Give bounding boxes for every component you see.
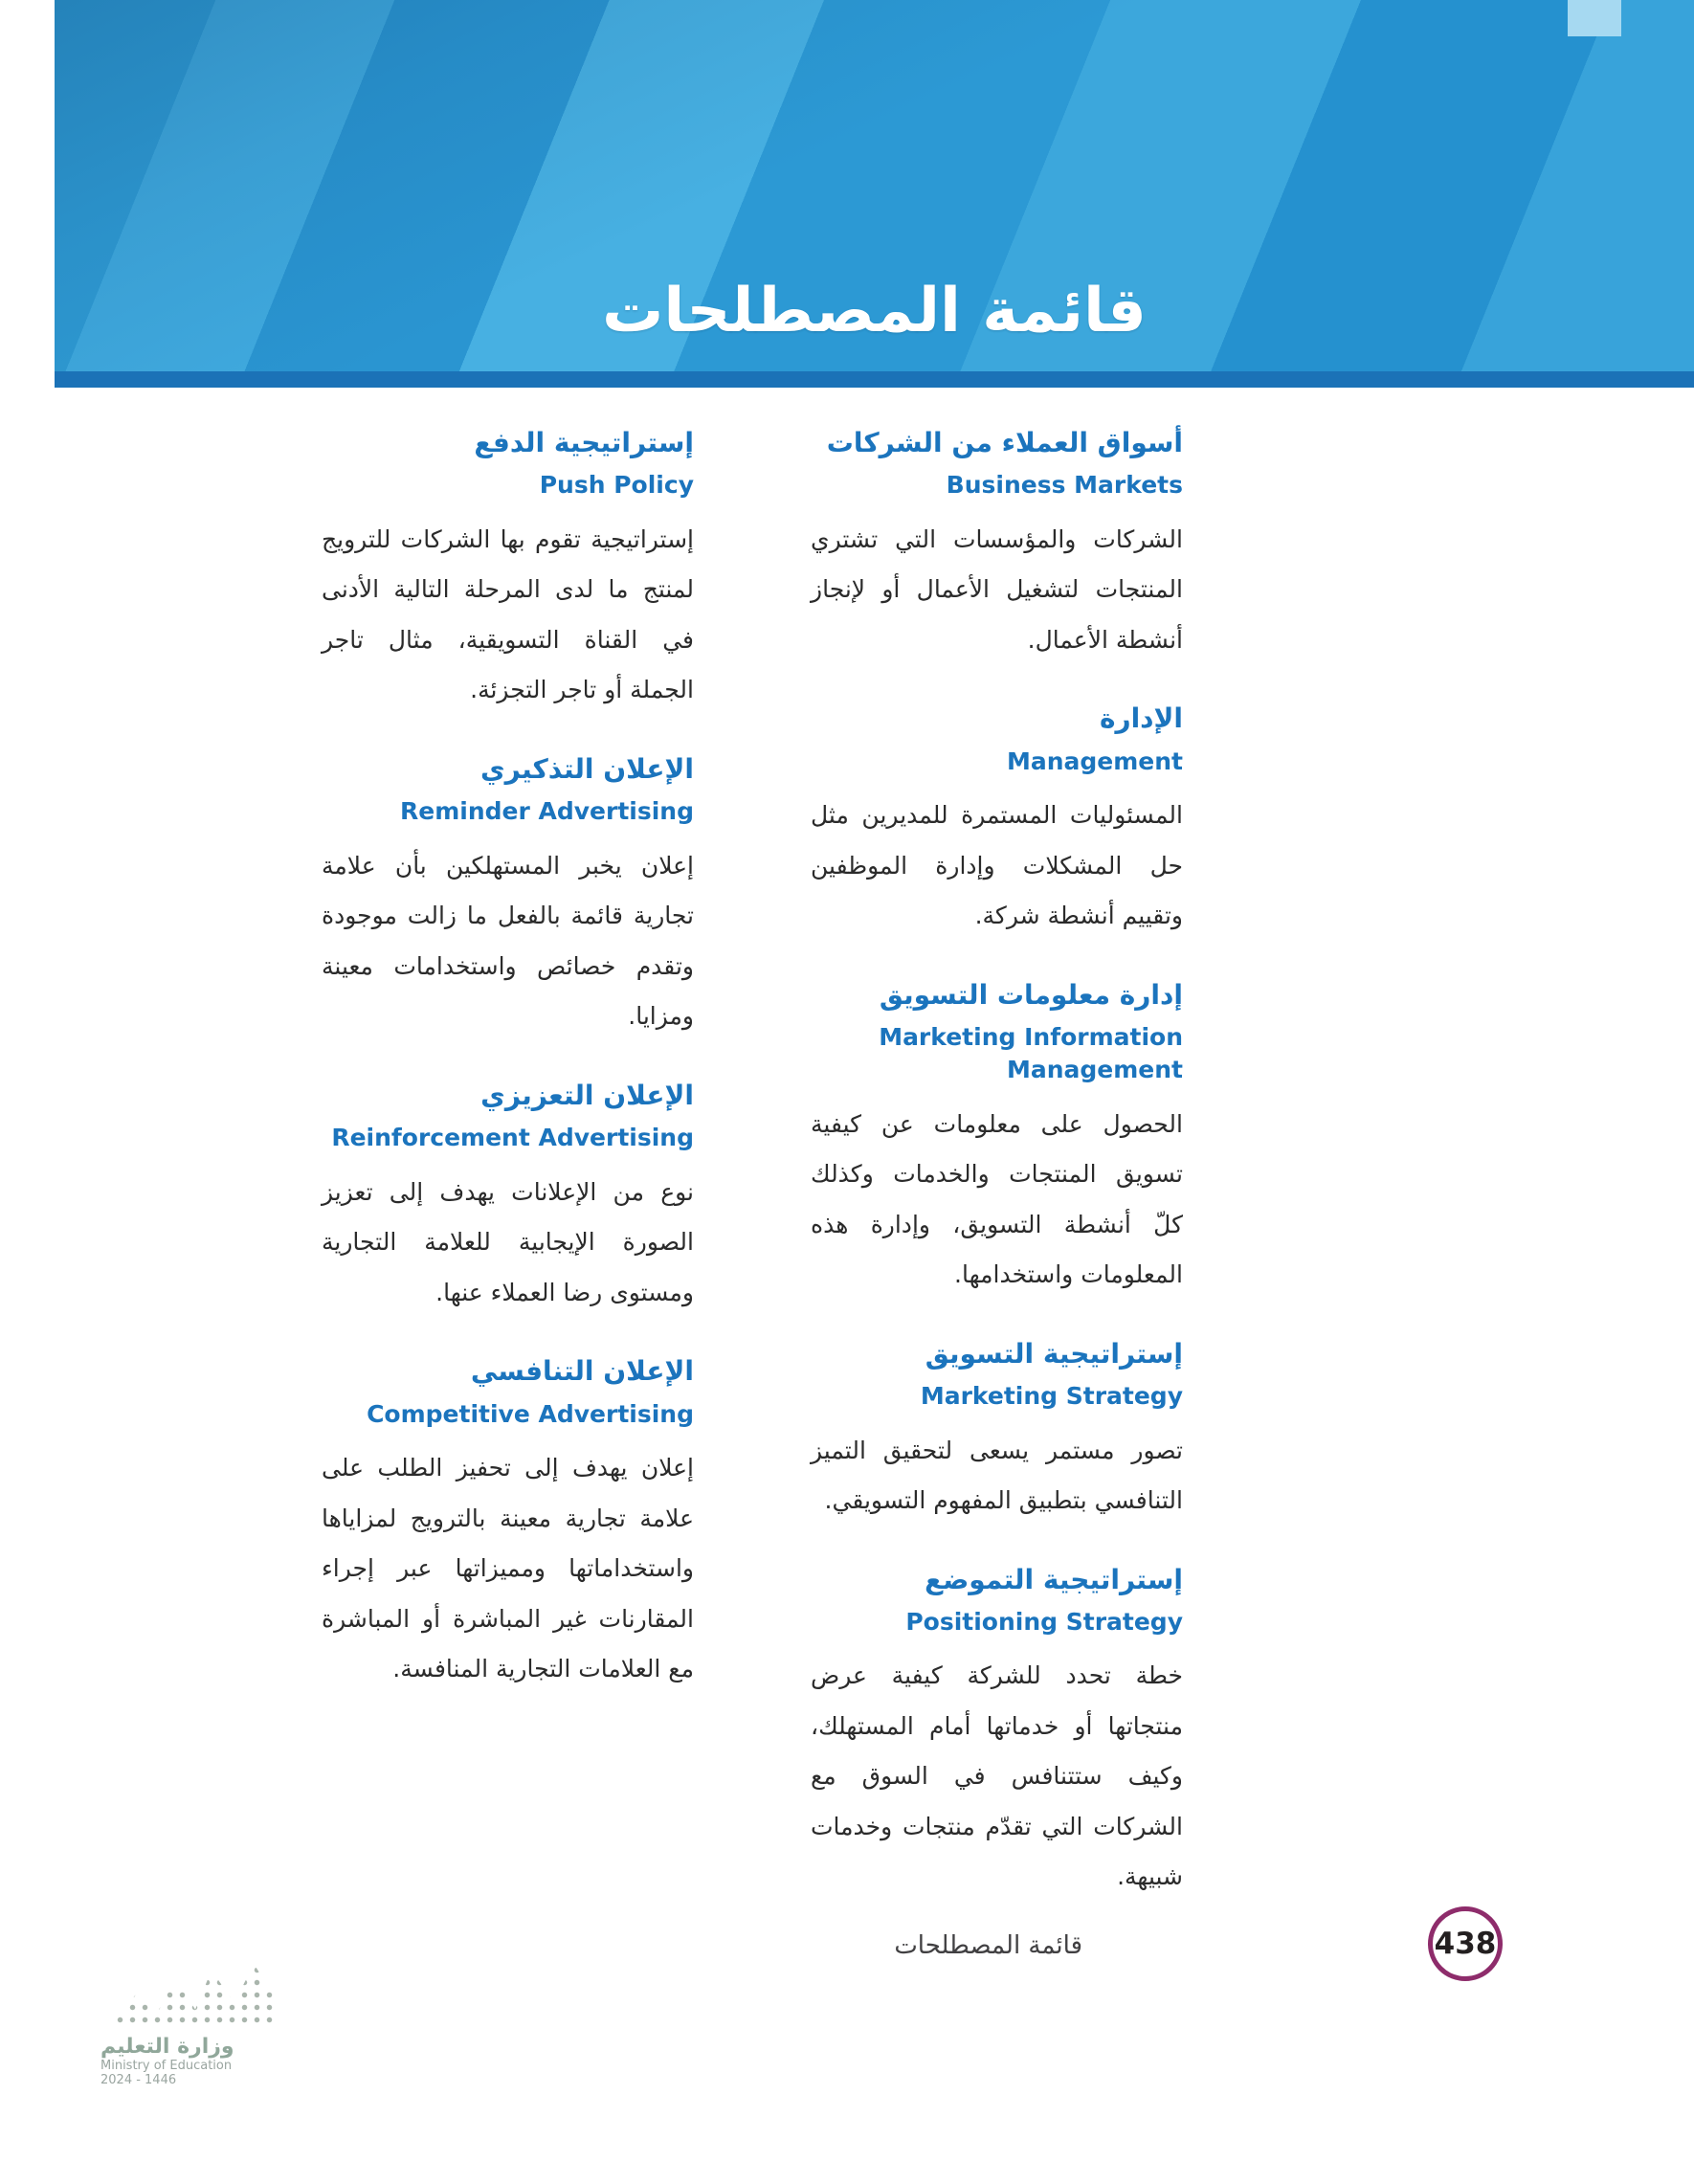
glossary-column-left (322, 424, 694, 1937)
glossary-entry (811, 1335, 1183, 1527)
term-definition: إستراتيجية تقوم بها الشركات للترويج لمنتج ما لدى المرحلة التالية الأدنى في القناة التسويقية، مثال تاجر الجملة أو تاجر التجزئة. (322, 524, 694, 704)
ministry-logo-dots-icon (114, 1964, 277, 2029)
term-arabic: إستراتيجية التموضع (925, 1563, 1183, 1595)
term-english: Marketing Information Management (879, 1023, 1183, 1083)
term-arabic: إستراتيجية الدفع (474, 427, 694, 458)
glossary-entry (811, 976, 1183, 1301)
term-english: Competitive Advertising (367, 1399, 694, 1428)
term-arabic: إدارة معلومات التسويق (879, 978, 1183, 1011)
term-arabic: الإدارة (1099, 702, 1183, 735)
term-english: Management (1006, 747, 1183, 775)
banner-corner-decoration (1568, 0, 1621, 36)
term-arabic: إستراتيجية التسويق (925, 1337, 1183, 1370)
ministry-logo-english: Ministry of Education (100, 2059, 233, 2073)
term-english: Marketing Strategy (920, 1381, 1183, 1410)
term-definition: إعلان يهدف إلى تحفيز الطلب على علامة تجارية معينة بالترويج لمزاياها واستخداماتها ومميزاتها عبر إجراء المقارنات غير المباشرة أو المباشرة مع العلامات التجارية المنافسة. (322, 1454, 694, 1683)
term-english: Push Policy (539, 471, 694, 500)
page-number-value: 438 (1434, 1927, 1497, 1961)
term-definition: الحصول على معلومات عن كيفية تسويق المنتجات والخدمات وكذلك كلّ أنشطة التسويق، وإدارة هذه المعلومات واستخدامها. (811, 1109, 1183, 1289)
glossary-entry (322, 750, 694, 1042)
term-definition: الشركات والمؤسسات التي تشتري المنتجات لتشغيل الأعمال أو لإنجاز أنشطة الأعمال. (811, 524, 1183, 654)
glossary-column-right (811, 424, 1183, 1937)
ministry-logo-year: 2024 - 1446 (100, 2073, 177, 2087)
ministry-logo-arabic: وزارة التعليم (100, 2035, 234, 2059)
glossary-entry (322, 1352, 694, 1694)
glossary-entry (811, 424, 1183, 665)
term-english: Reinforcement Advertising (331, 1124, 694, 1152)
term-english: Business Markets (946, 471, 1183, 500)
term-arabic: الإعلان التنافسي (470, 1355, 694, 1388)
page-number-badge (1428, 1906, 1503, 1981)
glossary-entry (322, 424, 694, 716)
glossary-content (322, 424, 1183, 1937)
term-arabic: الإعلان التعزيزي (480, 1079, 694, 1111)
term-definition: تصور مستمر يسعى لتحقيق التميز التنافسي بتطبيق المفهوم التسويقي. (811, 1436, 1183, 1514)
glossary-entry (811, 700, 1183, 941)
term-english: Reminder Advertising (400, 797, 694, 826)
glossary-entry (811, 1561, 1183, 1903)
term-definition: المسئوليات المستمرة للمديرين مثل حل المشكلات وإدارة الموظفين وتقييم أنشطة شركة. (811, 801, 1183, 930)
term-definition: إعلان يخبر المستهلكين بأن علامة تجارية قائمة بالفعل ما زالت موجودة وتقدم خصائص واستخدامات معينة ومزايا. (322, 851, 694, 1031)
header-divider-bar (55, 371, 1694, 388)
term-definition: نوع من الإعلانات يهدف إلى تعزيز الصورة الإيجابية للعلامة التجارية ومستوى رضا العملاء عنها. (322, 1177, 694, 1306)
term-english: Positioning Strategy (905, 1607, 1183, 1636)
term-arabic: أسواق العملاء من الشركات (826, 427, 1183, 458)
term-arabic: الإعلان التذكيري (480, 752, 694, 785)
ministry-logo (100, 1964, 330, 2087)
page-title: قائمة المصطلحات (602, 276, 1147, 346)
header-banner (55, 0, 1694, 371)
footer-section-label: قائمة المصطلحات (894, 1931, 1082, 1960)
glossary-entry (322, 1077, 694, 1318)
term-definition: خطة تحدد للشركة كيفية عرض منتجاتها أو خدماتها أمام المستهلك، وكيف ستتنافس في السوق مع الشركات التي تقدّم منتجات وخدمات شبيهة. (811, 1661, 1183, 1891)
